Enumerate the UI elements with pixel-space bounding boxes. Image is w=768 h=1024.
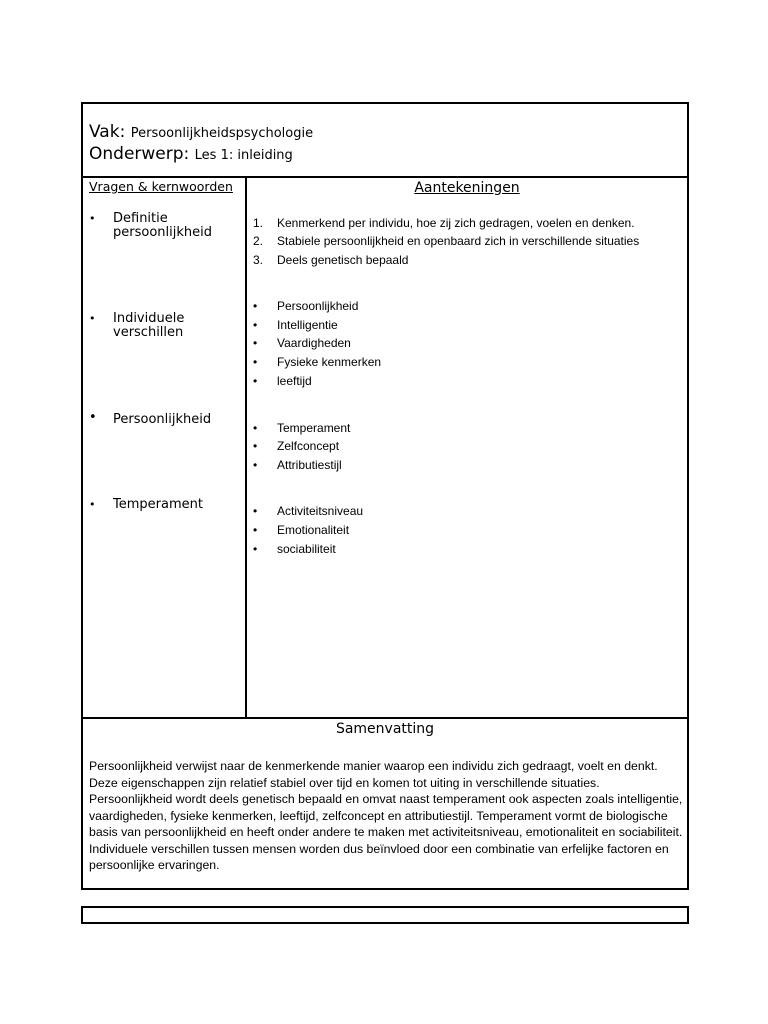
note-text: Activiteitsniveau: [277, 504, 364, 518]
note-text: Fysieke kenmerken: [277, 355, 382, 369]
note-number: 3.: [253, 253, 264, 267]
note-text: Intelligentie: [277, 318, 338, 332]
note-text: Stabiele persoonlijkheid en openbaard zich in verschillende situaties: [277, 234, 640, 248]
keywords-column: [83, 178, 247, 717]
bullet-icon: •: [89, 410, 97, 425]
bullet-icon: •: [253, 421, 258, 435]
note-text: Kenmerkend per individu, hoe zij zich gedragen, voelen en denken.: [277, 216, 635, 230]
note-text: Vaardigheden: [277, 336, 351, 350]
summary-title: Samenvatting: [335, 721, 435, 737]
bullet-icon: •: [253, 504, 258, 518]
bullet-icon: •: [253, 439, 258, 453]
subject-value: Persoonlijkheidspsychologie: [130, 126, 314, 141]
cornell-notes-sheet: [81, 102, 689, 890]
bullet-icon: •: [253, 374, 258, 388]
bullet-icon: •: [89, 212, 96, 225]
note-text: sociabiliteit: [277, 542, 336, 556]
note-text: Attributiestijl: [277, 458, 342, 472]
summary-section: [83, 717, 687, 890]
bullet-icon: •: [253, 523, 258, 537]
bullet-icon: •: [253, 318, 258, 332]
topic-line: [89, 144, 293, 166]
keywords-title: Vragen & kernwoorden: [89, 179, 233, 194]
note-text: Temperament: [277, 421, 351, 435]
topic-label: Onderwerp:: [89, 144, 190, 164]
keyword-text: Definitie persoonlijkheid: [113, 211, 212, 240]
empty-footer-box: [81, 906, 689, 924]
keyword-text: Temperament: [113, 497, 203, 512]
note-text: Emotionaliteit: [277, 523, 350, 537]
topic-value: Les 1: inleiding: [194, 148, 293, 163]
subject-label: Vak:: [89, 122, 126, 142]
header-section: [83, 104, 687, 178]
note-text: Deels genetisch bepaald: [277, 253, 409, 267]
notes-title: Aantekeningen: [414, 180, 520, 196]
note-text: Persoonlijkheid: [277, 299, 359, 313]
bullet-icon: •: [253, 458, 258, 472]
note-number: 2.: [253, 234, 264, 248]
note-text: Zelfconcept: [277, 439, 340, 453]
keyword-text: Persoonlijkheid: [113, 412, 212, 427]
note-number: 1.: [253, 216, 264, 230]
bullet-icon: •: [89, 312, 96, 325]
bullet-icon: •: [89, 498, 96, 511]
bullet-icon: •: [253, 336, 258, 350]
subject-line: [89, 122, 313, 144]
keyword-text: Individuele verschillen: [113, 311, 185, 340]
bullet-icon: •: [253, 542, 258, 556]
bullet-icon: •: [253, 299, 258, 313]
note-text: leeftijd: [277, 374, 312, 388]
notes-column: [247, 178, 687, 717]
summary-text: Persoonlijkheid verwijst naar de kenmerkende manier waarop een individu zich gedraagt, voelt en denkt. Deze eigenschappen zijn relatief stabiel over tijd en komen tot uiting in verschillende situaties. Persoonlijkheid wordt deels genetisch bepaald en omvat naast temperament ook aspecten zoals intelligentie, vaardigheden, fysieke kenmerken, leeftijd, zelfconcept en attributiestijl. Temperament vormt de biologische basis van persoonlijkheid en heeft onder andere te maken met activiteitsniveau, emotionaliteit en sociabiliteit. Individuele verschillen tussen mensen worden dus beïnvloed door een combinatie van erfelijke factoren en persoonlijke ervaringen.: [89, 759, 683, 872]
bullet-icon: •: [253, 355, 258, 369]
